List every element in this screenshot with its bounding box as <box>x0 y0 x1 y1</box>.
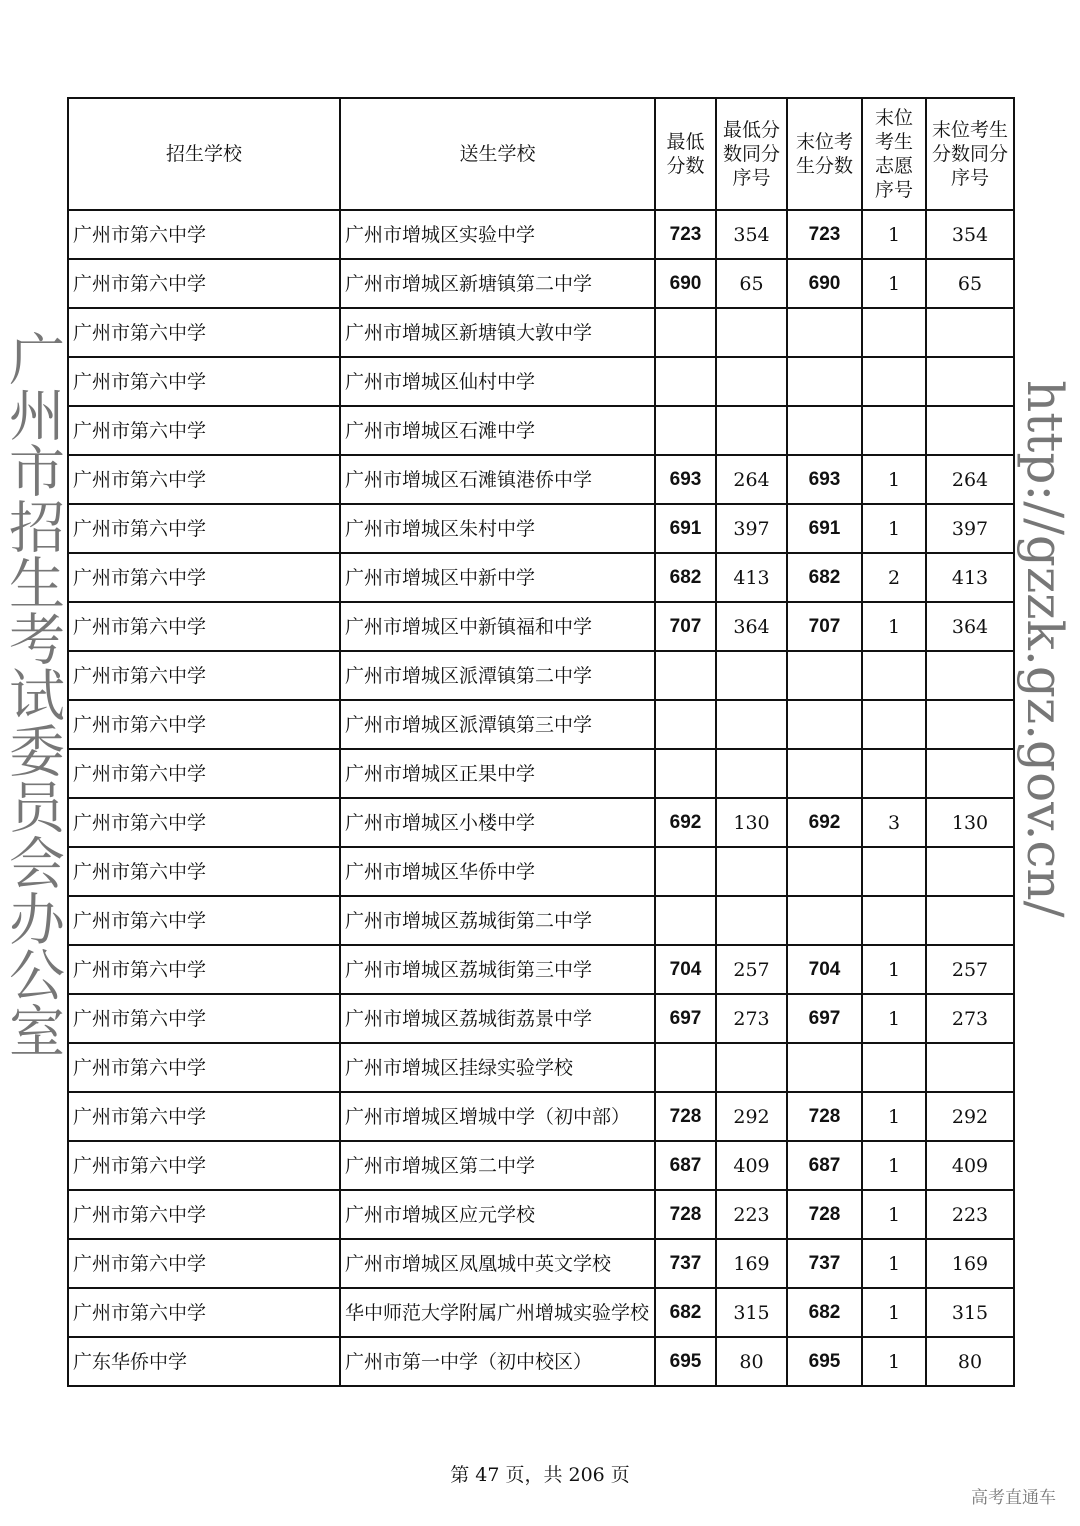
last-score-tie-rank-cell: 273 <box>926 994 1014 1043</box>
sending-school-cell: 广州市增城区荔城街荔景中学 <box>340 994 655 1043</box>
min-score-cell: 691 <box>655 504 716 553</box>
brand-watermark: 高考直通车 <box>971 1488 1056 1508</box>
recruiting-school-cell: 广州市第六中学 <box>68 1043 340 1092</box>
recruiting-school-cell: 广州市第六中学 <box>68 1190 340 1239</box>
last-choice-rank-cell <box>862 406 926 455</box>
last-choice-rank-cell: 3 <box>862 798 926 847</box>
last-score-tie-rank-cell: 409 <box>926 1141 1014 1190</box>
table-row <box>68 847 1014 896</box>
last-score-cell <box>787 1043 862 1092</box>
last-score-cell <box>787 308 862 357</box>
recruiting-school-cell: 广州市第六中学 <box>68 700 340 749</box>
min-score-tie-rank-cell: 130 <box>716 798 787 847</box>
last-score-tie-rank-cell <box>926 1043 1014 1092</box>
sending-school-cell: 广州市第一中学（初中校区） <box>340 1337 655 1386</box>
table-row <box>68 406 1014 455</box>
min-score-cell <box>655 308 716 357</box>
last-score-cell <box>787 896 862 945</box>
recruiting-school-cell: 广州市第六中学 <box>68 798 340 847</box>
min-score-cell <box>655 896 716 945</box>
min-score-cell <box>655 357 716 406</box>
last-score-cell <box>787 651 862 700</box>
last-score-cell: 682 <box>787 1288 862 1337</box>
table-header-row <box>68 98 1014 210</box>
table-row <box>68 1190 1014 1239</box>
sending-school-cell: 华中师范大学附属广州增城实验学校 <box>340 1288 655 1337</box>
sending-school-cell: 广州市增城区石滩中学 <box>340 406 655 455</box>
last-score-cell: 737 <box>787 1239 862 1288</box>
sending-school-cell: 广州市增城区派潭镇第三中学 <box>340 700 655 749</box>
min-score-tie-rank-cell: 257 <box>716 945 787 994</box>
min-score-tie-rank-cell: 80 <box>716 1337 787 1386</box>
recruiting-school-cell: 广州市第六中学 <box>68 210 340 259</box>
table-row <box>68 749 1014 798</box>
sending-school-cell: 广州市增城区华侨中学 <box>340 847 655 896</box>
last-score-cell <box>787 406 862 455</box>
sending-school-cell: 广州市增城区挂绿实验学校 <box>340 1043 655 1092</box>
recruiting-school-cell: 广州市第六中学 <box>68 749 340 798</box>
sending-school-cell: 广州市增城区派潭镇第二中学 <box>340 651 655 700</box>
recruiting-school-cell: 广州市第六中学 <box>68 651 340 700</box>
last-choice-rank-cell <box>862 896 926 945</box>
min-score-cell <box>655 1043 716 1092</box>
recruiting-school-cell: 广州市第六中学 <box>68 847 340 896</box>
min-score-cell: 704 <box>655 945 716 994</box>
last-score-tie-rank-cell: 413 <box>926 553 1014 602</box>
last-score-cell: 695 <box>787 1337 862 1386</box>
recruiting-school-cell: 广东华侨中学 <box>68 1337 340 1386</box>
last-score-tie-rank-cell <box>926 308 1014 357</box>
column-header: 末位考生分数 <box>787 98 862 210</box>
column-header: 末位考生分数同分序号 <box>926 98 1014 210</box>
min-score-cell: 728 <box>655 1092 716 1141</box>
last-score-cell <box>787 357 862 406</box>
sending-school-cell: 广州市增城区实验中学 <box>340 210 655 259</box>
column-header: 送生学校 <box>340 98 655 210</box>
min-score-cell: 687 <box>655 1141 716 1190</box>
min-score-cell: 723 <box>655 210 716 259</box>
last-score-tie-rank-cell: 80 <box>926 1337 1014 1386</box>
min-score-tie-rank-cell <box>716 308 787 357</box>
min-score-tie-rank-cell: 273 <box>716 994 787 1043</box>
sending-school-cell: 广州市增城区增城中学（初中部） <box>340 1092 655 1141</box>
last-score-tie-rank-cell: 169 <box>926 1239 1014 1288</box>
recruiting-school-cell: 广州市第六中学 <box>68 1288 340 1337</box>
min-score-tie-rank-cell: 354 <box>716 210 787 259</box>
min-score-tie-rank-cell: 169 <box>716 1239 787 1288</box>
last-score-tie-rank-cell <box>926 847 1014 896</box>
table-row <box>68 504 1014 553</box>
column-header: 最低分数同分序号 <box>716 98 787 210</box>
recruiting-school-cell: 广州市第六中学 <box>68 553 340 602</box>
sending-school-cell: 广州市增城区朱村中学 <box>340 504 655 553</box>
last-choice-rank-cell <box>862 749 926 798</box>
table-row <box>68 1043 1014 1092</box>
sending-school-cell: 广州市增城区应元学校 <box>340 1190 655 1239</box>
last-score-tie-rank-cell: 264 <box>926 455 1014 504</box>
last-choice-rank-cell <box>862 308 926 357</box>
table-row <box>68 308 1014 357</box>
table-row <box>68 700 1014 749</box>
table-row <box>68 1141 1014 1190</box>
min-score-cell: 695 <box>655 1337 716 1386</box>
sending-school-cell: 广州市增城区石滩镇港侨中学 <box>340 455 655 504</box>
recruiting-school-cell: 广州市第六中学 <box>68 357 340 406</box>
table-row <box>68 357 1014 406</box>
sending-school-cell: 广州市增城区仙村中学 <box>340 357 655 406</box>
last-score-tie-rank-cell <box>926 749 1014 798</box>
last-score-cell <box>787 847 862 896</box>
min-score-tie-rank-cell: 413 <box>716 553 787 602</box>
last-choice-rank-cell: 1 <box>862 945 926 994</box>
min-score-tie-rank-cell: 397 <box>716 504 787 553</box>
min-score-cell: 682 <box>655 553 716 602</box>
last-score-tie-rank-cell: 354 <box>926 210 1014 259</box>
column-header: 招生学校 <box>68 98 340 210</box>
last-score-cell: 682 <box>787 553 862 602</box>
last-score-tie-rank-cell: 364 <box>926 602 1014 651</box>
last-score-tie-rank-cell <box>926 406 1014 455</box>
page-number: 第 47 页，共 206 页 <box>450 1464 630 1486</box>
table-row <box>68 1337 1014 1386</box>
last-choice-rank-cell <box>862 700 926 749</box>
last-choice-rank-cell <box>862 357 926 406</box>
last-score-tie-rank-cell <box>926 896 1014 945</box>
recruiting-school-cell: 广州市第六中学 <box>68 308 340 357</box>
min-score-tie-rank-cell: 264 <box>716 455 787 504</box>
last-choice-rank-cell: 1 <box>862 1092 926 1141</box>
sending-school-cell: 广州市增城区正果中学 <box>340 749 655 798</box>
last-choice-rank-cell: 1 <box>862 455 926 504</box>
recruiting-school-cell: 广州市第六中学 <box>68 602 340 651</box>
last-score-cell: 697 <box>787 994 862 1043</box>
recruiting-school-cell: 广州市第六中学 <box>68 1092 340 1141</box>
sending-school-cell: 广州市增城区荔城街第二中学 <box>340 896 655 945</box>
min-score-tie-rank-cell: 364 <box>716 602 787 651</box>
last-choice-rank-cell <box>862 847 926 896</box>
min-score-cell: 707 <box>655 602 716 651</box>
min-score-cell <box>655 651 716 700</box>
last-choice-rank-cell: 1 <box>862 1288 926 1337</box>
table-row <box>68 1239 1014 1288</box>
last-choice-rank-cell <box>862 651 926 700</box>
last-score-tie-rank-cell: 65 <box>926 259 1014 308</box>
min-score-tie-rank-cell <box>716 749 787 798</box>
min-score-cell <box>655 749 716 798</box>
sending-school-cell: 广州市增城区凤凰城中英文学校 <box>340 1239 655 1288</box>
table-row <box>68 602 1014 651</box>
recruiting-school-cell: 广州市第六中学 <box>68 1141 340 1190</box>
table-row <box>68 259 1014 308</box>
table-row <box>68 994 1014 1043</box>
min-score-tie-rank-cell <box>716 357 787 406</box>
min-score-cell: 690 <box>655 259 716 308</box>
min-score-tie-rank-cell: 409 <box>716 1141 787 1190</box>
table-row <box>68 651 1014 700</box>
watermark-url: http://gzzk.gz.gov.cn/ <box>1016 380 1074 918</box>
recruiting-school-cell: 广州市第六中学 <box>68 259 340 308</box>
last-score-cell: 687 <box>787 1141 862 1190</box>
sending-school-cell: 广州市增城区新塘镇大敦中学 <box>340 308 655 357</box>
last-score-cell: 728 <box>787 1092 862 1141</box>
min-score-tie-rank-cell: 223 <box>716 1190 787 1239</box>
min-score-tie-rank-cell <box>716 896 787 945</box>
table-row <box>68 553 1014 602</box>
recruiting-school-cell: 广州市第六中学 <box>68 455 340 504</box>
last-score-tie-rank-cell: 257 <box>926 945 1014 994</box>
sending-school-cell: 广州市增城区新塘镇第二中学 <box>340 259 655 308</box>
min-score-cell <box>655 406 716 455</box>
last-choice-rank-cell: 1 <box>862 210 926 259</box>
min-score-cell: 692 <box>655 798 716 847</box>
last-score-cell: 692 <box>787 798 862 847</box>
recruiting-school-cell: 广州市第六中学 <box>68 896 340 945</box>
table-row <box>68 1288 1014 1337</box>
watermark-office: 广州市招生考试委员会办公室 <box>0 330 65 1058</box>
last-choice-rank-cell: 1 <box>862 994 926 1043</box>
min-score-cell: 682 <box>655 1288 716 1337</box>
table-row <box>68 455 1014 504</box>
table-row <box>68 210 1014 259</box>
last-score-cell <box>787 749 862 798</box>
min-score-tie-rank-cell <box>716 700 787 749</box>
sending-school-cell: 广州市增城区中新镇福和中学 <box>340 602 655 651</box>
min-score-cell: 728 <box>655 1190 716 1239</box>
last-choice-rank-cell: 2 <box>862 553 926 602</box>
last-choice-rank-cell <box>862 1043 926 1092</box>
sending-school-cell: 广州市增城区小楼中学 <box>340 798 655 847</box>
last-score-cell: 728 <box>787 1190 862 1239</box>
min-score-cell: 697 <box>655 994 716 1043</box>
min-score-tie-rank-cell: 315 <box>716 1288 787 1337</box>
table-row <box>68 1092 1014 1141</box>
min-score-tie-rank-cell <box>716 1043 787 1092</box>
last-score-tie-rank-cell: 223 <box>926 1190 1014 1239</box>
table-row <box>68 798 1014 847</box>
last-score-tie-rank-cell: 292 <box>926 1092 1014 1141</box>
last-score-cell: 691 <box>787 504 862 553</box>
last-score-cell: 704 <box>787 945 862 994</box>
last-choice-rank-cell: 1 <box>862 259 926 308</box>
last-score-tie-rank-cell: 130 <box>926 798 1014 847</box>
last-choice-rank-cell: 1 <box>862 1337 926 1386</box>
last-score-tie-rank-cell <box>926 357 1014 406</box>
last-choice-rank-cell: 1 <box>862 504 926 553</box>
last-choice-rank-cell: 1 <box>862 1239 926 1288</box>
last-choice-rank-cell: 1 <box>862 1190 926 1239</box>
column-header: 末位考生志愿序号 <box>862 98 926 210</box>
table-row <box>68 896 1014 945</box>
min-score-cell: 737 <box>655 1239 716 1288</box>
last-score-tie-rank-cell <box>926 700 1014 749</box>
last-score-cell: 693 <box>787 455 862 504</box>
recruiting-school-cell: 广州市第六中学 <box>68 1239 340 1288</box>
recruiting-school-cell: 广州市第六中学 <box>68 945 340 994</box>
column-header: 最低分数 <box>655 98 716 210</box>
sending-school-cell: 广州市增城区中新中学 <box>340 553 655 602</box>
min-score-cell <box>655 847 716 896</box>
admission-score-table <box>67 97 1015 1387</box>
last-choice-rank-cell: 1 <box>862 1141 926 1190</box>
last-score-tie-rank-cell: 397 <box>926 504 1014 553</box>
recruiting-school-cell: 广州市第六中学 <box>68 994 340 1043</box>
table-row <box>68 945 1014 994</box>
sending-school-cell: 广州市增城区荔城街第三中学 <box>340 945 655 994</box>
recruiting-school-cell: 广州市第六中学 <box>68 406 340 455</box>
min-score-tie-rank-cell <box>716 651 787 700</box>
last-score-cell <box>787 700 862 749</box>
recruiting-school-cell: 广州市第六中学 <box>68 504 340 553</box>
min-score-tie-rank-cell <box>716 847 787 896</box>
last-score-cell: 707 <box>787 602 862 651</box>
min-score-tie-rank-cell: 65 <box>716 259 787 308</box>
last-score-cell: 690 <box>787 259 862 308</box>
last-score-tie-rank-cell <box>926 651 1014 700</box>
min-score-cell: 693 <box>655 455 716 504</box>
last-score-cell: 723 <box>787 210 862 259</box>
last-choice-rank-cell: 1 <box>862 602 926 651</box>
min-score-tie-rank-cell: 292 <box>716 1092 787 1141</box>
last-score-tie-rank-cell: 315 <box>926 1288 1014 1337</box>
min-score-tie-rank-cell <box>716 406 787 455</box>
min-score-cell <box>655 700 716 749</box>
sending-school-cell: 广州市增城区第二中学 <box>340 1141 655 1190</box>
